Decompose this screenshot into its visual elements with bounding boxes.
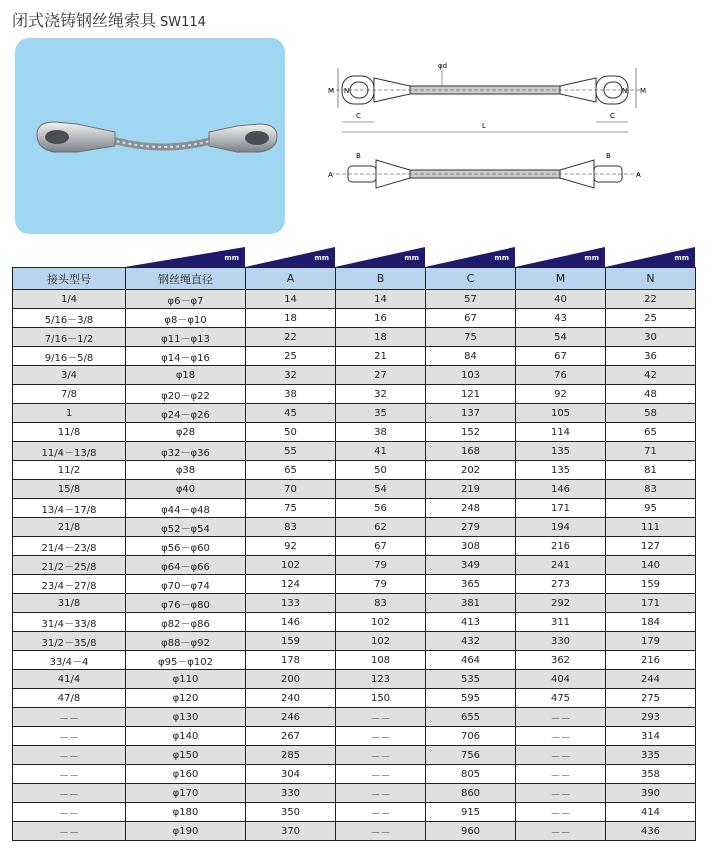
table-cell: －－	[336, 727, 426, 746]
table-row	[13, 347, 696, 366]
table-cell: φ14－φ16	[126, 347, 246, 366]
table-cell: φ76－φ80	[126, 594, 246, 613]
column-header: C	[426, 268, 516, 290]
table-cell: 21	[336, 347, 426, 366]
dim-n-left: N	[344, 87, 350, 95]
unit-label: mm	[674, 254, 689, 262]
table-cell: φ190	[126, 822, 246, 841]
table-cell: －－	[516, 746, 606, 765]
table-cell: 475	[516, 689, 606, 708]
table-cell: 31/4－33/8	[13, 613, 126, 632]
table-row	[13, 423, 696, 442]
column-header: M	[516, 268, 606, 290]
table-cell: 370	[246, 822, 336, 841]
table-cell: 146	[246, 613, 336, 632]
table-cell: 43	[516, 309, 606, 328]
table-cell: 179	[606, 632, 696, 651]
table-row	[13, 518, 696, 537]
dim-c-left: C	[356, 112, 361, 120]
table-cell: φ56－φ60	[126, 537, 246, 556]
table-cell: －－	[336, 708, 426, 727]
table-row	[13, 727, 696, 746]
table-cell: 111	[606, 518, 696, 537]
table-cell: 67	[516, 347, 606, 366]
table-cell: 171	[516, 499, 606, 518]
table-row	[13, 708, 696, 727]
table-cell: 13/4－17/8	[13, 499, 126, 518]
table-cell: 135	[516, 442, 606, 461]
table-cell: 32	[246, 366, 336, 385]
table-row	[13, 442, 696, 461]
table-cell: φ64－φ66	[126, 556, 246, 575]
table-cell: 805	[426, 765, 516, 784]
table-cell: 42	[606, 366, 696, 385]
table-row	[13, 784, 696, 803]
table-cell: 464	[426, 651, 516, 670]
unit-label: mm	[314, 254, 329, 262]
table-cell: 75	[246, 499, 336, 518]
table-cell: 21/8	[13, 518, 126, 537]
column-header: B	[336, 268, 426, 290]
unit-header-row	[12, 247, 695, 267]
table-cell: －－	[516, 803, 606, 822]
table-cell: 50	[336, 461, 426, 480]
table-cell: 103	[426, 366, 516, 385]
table-cell: －－	[13, 746, 126, 765]
table-cell: 56	[336, 499, 426, 518]
table-cell: 308	[426, 537, 516, 556]
table-row	[13, 499, 696, 518]
table-cell: 16	[336, 309, 426, 328]
table-cell: 860	[426, 784, 516, 803]
table-cell: 7/16－1/2	[13, 328, 126, 347]
table-row	[13, 822, 696, 841]
table-cell: 219	[426, 480, 516, 499]
table-cell: 11/2	[13, 461, 126, 480]
dim-n-right: N	[622, 87, 628, 95]
table-cell: 436	[606, 822, 696, 841]
table-cell: 62	[336, 518, 426, 537]
table-cell: 50	[246, 423, 336, 442]
table-cell: 279	[426, 518, 516, 537]
table-cell: 314	[606, 727, 696, 746]
table-cell: 67	[336, 537, 426, 556]
table-cell: 915	[426, 803, 516, 822]
table-cell: 159	[606, 575, 696, 594]
table-cell: 595	[426, 689, 516, 708]
table-cell: 105	[516, 404, 606, 423]
table-cell: 311	[516, 613, 606, 632]
table-cell: 25	[606, 309, 696, 328]
table-body	[13, 290, 696, 841]
table-cell: －－	[516, 822, 606, 841]
table-cell: －－	[13, 727, 126, 746]
table-row	[13, 366, 696, 385]
unit-label: mm	[494, 254, 509, 262]
table-cell: 194	[516, 518, 606, 537]
table-cell: －－	[13, 765, 126, 784]
table-row	[13, 651, 696, 670]
table-cell: φ120	[126, 689, 246, 708]
table-cell: φ24－φ26	[126, 404, 246, 423]
unit-label: mm	[584, 254, 599, 262]
table-cell: 38	[336, 423, 426, 442]
dim-a-right: A	[636, 171, 641, 179]
table-cell: 54	[336, 480, 426, 499]
table-cell: 36	[606, 347, 696, 366]
unit-tab	[605, 247, 695, 267]
table-cell: 304	[246, 765, 336, 784]
table-cell: 5/16－3/8	[13, 309, 126, 328]
table-cell: 275	[606, 689, 696, 708]
table-row	[13, 803, 696, 822]
table-cell: 135	[516, 461, 606, 480]
table-cell: －－	[336, 822, 426, 841]
table-cell: 168	[426, 442, 516, 461]
table-cell: 54	[516, 328, 606, 347]
title-text: 闭式浇铸钢丝绳索具	[12, 11, 157, 30]
table-row	[13, 385, 696, 404]
table-cell: 273	[516, 575, 606, 594]
table-cell: 216	[516, 537, 606, 556]
dim-l: L	[482, 122, 486, 130]
table-cell: 358	[606, 765, 696, 784]
table-cell: 362	[516, 651, 606, 670]
table-row	[13, 746, 696, 765]
dim-b-right: B	[606, 152, 611, 160]
table-cell: 1/4	[13, 290, 126, 309]
table-cell: φ82－φ86	[126, 613, 246, 632]
table-cell: φ44－φ48	[126, 499, 246, 518]
table-cell: φ52－φ54	[126, 518, 246, 537]
table-cell: 3/4	[13, 366, 126, 385]
table-cell: 285	[246, 746, 336, 765]
table-cell: 102	[246, 556, 336, 575]
unit-tab	[425, 247, 515, 267]
table-cell: 11/8	[13, 423, 126, 442]
table-cell: 84	[426, 347, 516, 366]
table-cell: 178	[246, 651, 336, 670]
table-row	[13, 290, 696, 309]
table-cell: 45	[246, 404, 336, 423]
table-cell: 92	[516, 385, 606, 404]
table-cell: 71	[606, 442, 696, 461]
table-cell: 137	[426, 404, 516, 423]
table-cell: 414	[606, 803, 696, 822]
table-row	[13, 632, 696, 651]
table-cell: 756	[426, 746, 516, 765]
table-cell: 83	[246, 518, 336, 537]
table-cell: 413	[426, 613, 516, 632]
table-cell: 14	[246, 290, 336, 309]
table-cell: φ140	[126, 727, 246, 746]
table-cell: 159	[246, 632, 336, 651]
table-cell: －－	[336, 746, 426, 765]
table-row	[13, 765, 696, 784]
table-cell: φ88－φ92	[126, 632, 246, 651]
table-cell: 40	[516, 290, 606, 309]
unit-tab	[125, 247, 245, 267]
table-cell: 349	[426, 556, 516, 575]
table-cell: 33/4－4	[13, 651, 126, 670]
table-cell: 240	[246, 689, 336, 708]
dim-a-left: A	[328, 171, 333, 179]
table-cell: 70	[246, 480, 336, 499]
table-cell: 38	[246, 385, 336, 404]
table-cell: 293	[606, 708, 696, 727]
table-cell: －－	[516, 784, 606, 803]
table-cell: 57	[426, 290, 516, 309]
table-cell: φ40	[126, 480, 246, 499]
table-row	[13, 404, 696, 423]
table-cell: 47/8	[13, 689, 126, 708]
table-cell: 267	[246, 727, 336, 746]
unit-label: mm	[404, 254, 419, 262]
table-row	[13, 670, 696, 689]
unit-label: mm	[224, 254, 239, 262]
table-cell: 381	[426, 594, 516, 613]
table-row	[13, 461, 696, 480]
wire-rope-sling-icon	[15, 38, 285, 234]
table-row	[13, 689, 696, 708]
table-cell: －－	[13, 803, 126, 822]
table-header-row	[13, 268, 696, 290]
table-row	[13, 328, 696, 347]
table-cell: 404	[516, 670, 606, 689]
table-cell: 25	[246, 347, 336, 366]
table-row	[13, 309, 696, 328]
table-cell: 121	[426, 385, 516, 404]
table-row	[13, 594, 696, 613]
table-cell: 184	[606, 613, 696, 632]
table-cell: φ32－φ36	[126, 442, 246, 461]
table-cell: 27	[336, 366, 426, 385]
table-cell: 55	[246, 442, 336, 461]
table-cell: 11/4－13/8	[13, 442, 126, 461]
table-cell: 32	[336, 385, 426, 404]
table-cell: φ160	[126, 765, 246, 784]
table-cell: 21/4－23/8	[13, 537, 126, 556]
unit-tab	[245, 247, 335, 267]
table-cell: φ28	[126, 423, 246, 442]
table-cell: 390	[606, 784, 696, 803]
table-cell: 330	[516, 632, 606, 651]
table-cell: 200	[246, 670, 336, 689]
unit-tab	[335, 247, 425, 267]
table-cell: 1	[13, 404, 126, 423]
table-cell: 365	[426, 575, 516, 594]
table-cell: 79	[336, 556, 426, 575]
product-code: SW114	[160, 15, 206, 30]
table-cell: －－	[516, 765, 606, 784]
table-cell: 18	[336, 328, 426, 347]
dimension-drawing	[320, 48, 650, 198]
table-cell: －－	[13, 822, 126, 841]
table-row	[13, 480, 696, 499]
table-cell: 335	[606, 746, 696, 765]
table-cell: φ150	[126, 746, 246, 765]
unit-tab	[515, 247, 605, 267]
table-cell: 171	[606, 594, 696, 613]
table-cell: －－	[13, 784, 126, 803]
table-cell: φ18	[126, 366, 246, 385]
table-cell: 22	[606, 290, 696, 309]
table-cell: 241	[516, 556, 606, 575]
table-row	[13, 575, 696, 594]
table-cell: φ70－φ74	[126, 575, 246, 594]
table-cell: 22	[246, 328, 336, 347]
table-row	[13, 556, 696, 575]
table-cell: －－	[516, 708, 606, 727]
table-cell: 21/2－25/8	[13, 556, 126, 575]
table-cell: －－	[336, 803, 426, 822]
column-header: A	[246, 268, 336, 290]
table-cell: 150	[336, 689, 426, 708]
table-cell: 35	[336, 404, 426, 423]
table-cell: φ6－φ7	[126, 290, 246, 309]
table-cell: 83	[336, 594, 426, 613]
table-cell: 102	[336, 613, 426, 632]
table-cell: 102	[336, 632, 426, 651]
table-cell: φ38	[126, 461, 246, 480]
table-cell: 535	[426, 670, 516, 689]
table-cell: φ11－φ13	[126, 328, 246, 347]
table-cell: φ130	[126, 708, 246, 727]
table-cell: －－	[13, 708, 126, 727]
table-cell: 92	[246, 537, 336, 556]
table-cell: －－	[516, 727, 606, 746]
dim-m-left: M	[328, 87, 335, 95]
dim-phi-d: φd	[438, 62, 448, 70]
table-cell: 7/8	[13, 385, 126, 404]
table-cell: 41/4	[13, 670, 126, 689]
table-cell: 655	[426, 708, 516, 727]
table-cell: φ8－φ10	[126, 309, 246, 328]
table-cell: 330	[246, 784, 336, 803]
table-cell: 48	[606, 385, 696, 404]
table-cell: 108	[336, 651, 426, 670]
table-cell: φ170	[126, 784, 246, 803]
table-cell: 83	[606, 480, 696, 499]
table-cell: －－	[336, 765, 426, 784]
table-cell: 31/8	[13, 594, 126, 613]
table-cell: 15/8	[13, 480, 126, 499]
table-cell: 81	[606, 461, 696, 480]
table-cell: 152	[426, 423, 516, 442]
dim-m-right: M	[640, 87, 647, 95]
table-cell: 67	[426, 309, 516, 328]
table-cell: 123	[336, 670, 426, 689]
table-cell: φ180	[126, 803, 246, 822]
table-cell: 23/4－27/8	[13, 575, 126, 594]
column-header: 钢丝绳直径	[126, 268, 246, 290]
table-cell: 65	[606, 423, 696, 442]
table-cell: 58	[606, 404, 696, 423]
table-row	[13, 537, 696, 556]
table-cell: 114	[516, 423, 606, 442]
table-cell: 65	[246, 461, 336, 480]
table-cell: 146	[516, 480, 606, 499]
table-cell: 350	[246, 803, 336, 822]
table-cell: 79	[336, 575, 426, 594]
table-cell: 9/16－5/8	[13, 347, 126, 366]
table-cell: 292	[516, 594, 606, 613]
table-cell: 244	[606, 670, 696, 689]
table-cell: 75	[426, 328, 516, 347]
table-cell: φ95－φ102	[126, 651, 246, 670]
table-cell: 216	[606, 651, 696, 670]
product-photo	[15, 38, 285, 234]
dim-b-left: B	[356, 152, 361, 160]
column-header: 接头型号	[13, 268, 126, 290]
table-cell: 248	[426, 499, 516, 518]
table-cell: 41	[336, 442, 426, 461]
page-title	[12, 8, 206, 31]
table-cell: 140	[606, 556, 696, 575]
table-cell: 706	[426, 727, 516, 746]
table-cell: －－	[336, 784, 426, 803]
spec-table	[12, 267, 696, 841]
table-cell: 76	[516, 366, 606, 385]
dim-c-right: C	[610, 112, 615, 120]
table-cell: 124	[246, 575, 336, 594]
table-cell: φ20－φ22	[126, 385, 246, 404]
table-cell: 31/2－35/8	[13, 632, 126, 651]
table-cell: φ110	[126, 670, 246, 689]
table-cell: 133	[246, 594, 336, 613]
table-cell: 246	[246, 708, 336, 727]
table-cell: 18	[246, 309, 336, 328]
table-cell: 960	[426, 822, 516, 841]
table-cell: 95	[606, 499, 696, 518]
table-cell: 202	[426, 461, 516, 480]
table-row	[13, 613, 696, 632]
table-cell: 14	[336, 290, 426, 309]
table-cell: 30	[606, 328, 696, 347]
column-header: N	[606, 268, 696, 290]
table-cell: 127	[606, 537, 696, 556]
table-cell: 432	[426, 632, 516, 651]
